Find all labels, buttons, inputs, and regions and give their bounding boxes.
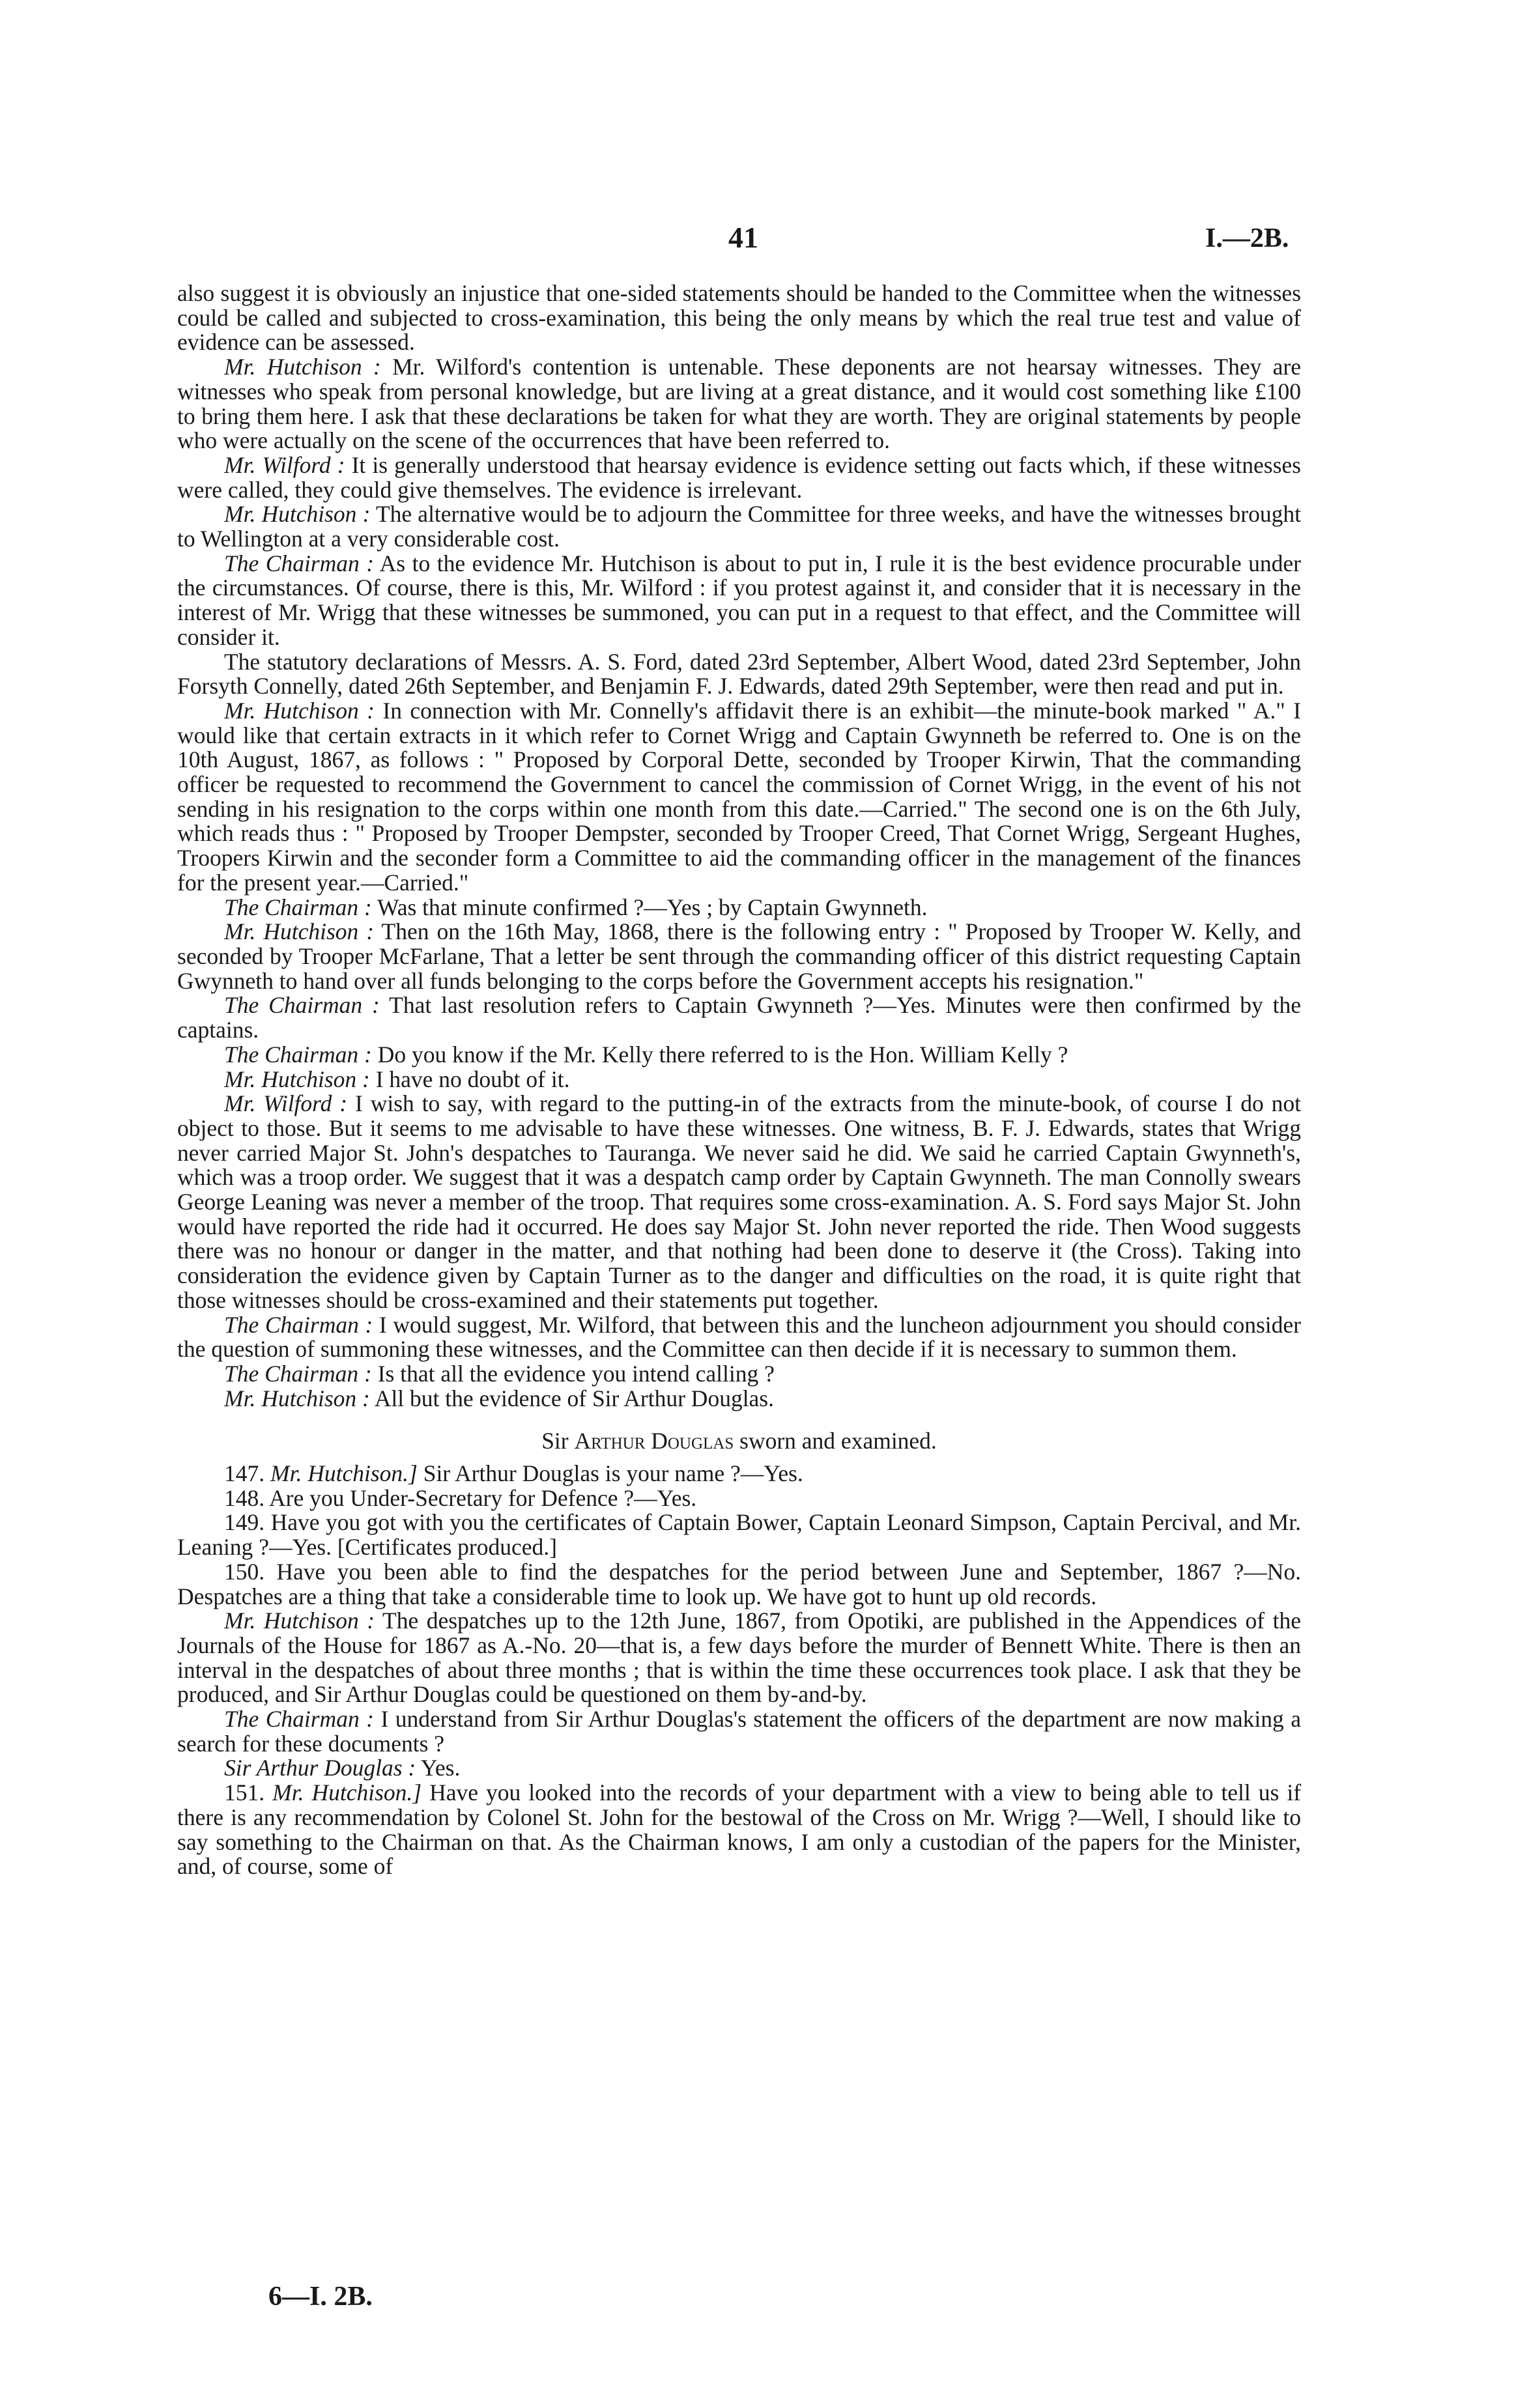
- question: 148. Are you Under-Secretary for Defence ?—Yes.: [224, 1484, 697, 1511]
- paragraph: The statutory declarations of Messrs. A. S. Ford, dated 23rd September, Albert Wood, dated 23rd September, John Forsyth Connelly, dated 26th September, and Benjamin F. J. Edwards, dated 29th September, were then read and put in.: [177, 648, 1301, 700]
- paragraph: The Chairman : That last resolution refers to Captain Gwynneth ?—Yes. Minutes were then confirmed by the captains.: [177, 992, 1301, 1043]
- speaker: Mr. Hutchison :: [224, 354, 381, 380]
- paragraph: Sir Arthur Douglas : Yes.: [224, 1755, 461, 1781]
- page-number: 41: [728, 221, 758, 254]
- speaker: Mr. Hutchison :: [224, 1066, 370, 1092]
- speaker: Mr. Wilford :: [224, 1090, 348, 1117]
- paragraph: Mr. Hutchison : I have no doubt of it.: [224, 1066, 570, 1092]
- speaker: Mr. Hutchison :: [224, 1608, 375, 1634]
- paper-reference: I.—2B.: [1205, 223, 1289, 253]
- paragraph: Mr. Hutchison : The despatches up to the 12th June, 1867, from Opotiki, are published in the Appendices of the Journals of the House for 1867 as A.-No. 20—that is, a few days before the murder of Bennett White. There is then an interval in the despatches of about three months ; that is within the time these occurrences took place. I ask that they be produced, and Sir Arthur Douglas could be questioned on them by-and-by.: [177, 1608, 1301, 1708]
- speaker: The Chairman :: [224, 1706, 374, 1733]
- paragraph: The Chairman : I understand from Sir Arthur Douglas's statement the officers of the department are now making a search for these documents ?: [177, 1706, 1301, 1757]
- paragraph: Mr. Hutchison : In connection with Mr. Connelly's affidavit there is an exhibit—the minute-book marked " A." I would like that certain extracts in it which refer to Cornet Wrigg and Captain Gwynneth be referred to. One is on the 10th August, 1867, as follows : " Proposed by Corporal Dette, seconded by Trooper Kirwin, That the commanding officer be requested to recommend the Government to cancel the commission of Cornet Wrigg, in the event of his not sending in his resignation to the corps within one month from this date.—Carried." The second one is on the 6th July, which reads thus : " Proposed by Trooper Dempster, seconded by Trooper Creed, That Cornet Wrigg, Sergeant Hughes, Troopers Kirwin and the seconder form a Committee to aid the commanding officer in the management of the finances for the present year.—Carried.": [177, 697, 1301, 896]
- paragraph: The Chairman : Was that minute confirmed ?—Yes ; by Captain Gwynneth.: [224, 894, 928, 920]
- speaker: Mr. Hutchison :: [224, 918, 375, 945]
- speaker: The Chairman :: [224, 992, 380, 1019]
- page-header: [0, 220, 1516, 259]
- question: 147. Mr. Hutchison.] Sir Arthur Douglas is your name ?—Yes.: [224, 1460, 803, 1487]
- paragraph: The Chairman : Is that all the evidence you intend calling ?: [224, 1360, 775, 1387]
- paragraph: Mr. Hutchison : Then on the 16th May, 1868, there is the following entry : " Proposed by Trooper W. Kelly, and seconded by Trooper McFarlane, That a letter be sent through the commanding officer of this district requesting Captain Gwynneth to hand over all funds belonging to the corps before the Government accepts his resignation.": [177, 918, 1301, 994]
- paragraph: Mr. Wilford : I wish to say, with regard to the putting-in of the extracts from the minute-book, of course I do not object to those. But it seems to me advisable to have these witnesses. One witness, B. F. J. Edwards, states that Wrigg never carried Major St. John's despatches to Tauranga. We never said he did. We said he carried Captain Gwynneth's, which was a troop order. We suggest that it was a despatch camp order by Captain Gwynneth. The man Connolly swears George Leaning was never a member of the troop. That requires some cross-examination. A. S. Ford says Major St. John would have reported the ride had it occurred. He does say Major St. John never reported the ride. Then Wood suggests there was no honour or danger in the matter, and that nothing had been done to deserve it (the Cross). Taking into consideration the evidence given by Captain Turner as to the danger and difficulties on the road, it is quite right that those witnesses should be cross-examined and their statements put together.: [177, 1090, 1301, 1313]
- paragraph: The Chairman : I would suggest, Mr. Wilford, that between this and the luncheon adjournment you should consider the question of summoning these witnesses, and the Committee can then decide if it is necessary to summon them.: [177, 1311, 1301, 1363]
- witness-name: Arthur Douglas: [574, 1428, 734, 1454]
- paragraph: Mr. Hutchison : Mr. Wilford's contention is untenable. These deponents are not hearsay witnesses. They are witnesses who speak from personal knowledge, but are living at a great distance, and it would cost something like £100 to bring them here. I ask that these declarations be taken for what they are worth. They are original statements by people who were actually on the scene of the occurrences that have been referred to.: [177, 354, 1301, 454]
- paragraph: also suggest it is obviously an injustice that one-sided statements should be handed to the Committee when the witnesses could be called and subjected to cross-examination, this being the only means by which the real true test and value of evidence can be assessed.: [177, 280, 1301, 356]
- question: 149. Have you got with you the certificates of Captain Bower, Captain Leonard Simpson, Captain Percival, and Mr. Leaning ?—Yes. [Certificates produced.]: [177, 1509, 1301, 1561]
- question: 151. Mr. Hutchison.] Have you looked into the records of your department with a view to being able to tell us if there is any recommendation by Colonel St. John for the bestowal of the Cross on Mr. Wrigg ?—Well, I should like to say something to the Chairman on that. As the Chairman knows, I am only a custodian of the papers for the Minister, and, of course, some of: [177, 1779, 1302, 1880]
- question: 150. Have you been able to find the despatches for the period between June and September, 1867 ?—No. Despatches are a thing that take a considerable time to look up. We have got to hunt up old records.: [177, 1558, 1301, 1609]
- speaker: Mr. Hutchison :: [224, 697, 375, 724]
- speaker: The Chairman :: [224, 1360, 372, 1387]
- speaker: Mr. Wilford :: [224, 451, 345, 478]
- speaker: The Chairman :: [224, 1041, 372, 1068]
- page-body: [177, 281, 1301, 1879]
- witness-heading: Sir Arthur Douglas sworn and examined.: [541, 1428, 937, 1454]
- speaker: The Chairman :: [224, 550, 375, 576]
- paragraph: The Chairman : Do you know if the Mr. Kelly there referred to is the Hon. William Kelly ?: [224, 1041, 1068, 1068]
- speaker: Mr. Hutchison.]: [270, 1460, 418, 1487]
- paragraph: The Chairman : As to the evidence Mr. Hutchison is about to put in, I rule it is the best evidence procurable under the circumstances. Of course, there is this, Mr. Wilford : if you protest against it, and consider that it is necessary in the interest of Mr. Wrigg that these witnesses be summoned, you can put in a request to that effect, and the Committee will consider it.: [177, 550, 1301, 650]
- paragraph: Mr. Hutchison : All but the evidence of Sir Arthur Douglas.: [224, 1385, 775, 1411]
- speaker: The Chairman :: [224, 894, 372, 920]
- speaker: Mr. Hutchison :: [224, 1385, 370, 1411]
- paragraph: Mr. Hutchison : The alternative would be to adjourn the Committee for three weeks, and have the witnesses brought to Wellington at a very considerable cost.: [177, 501, 1301, 552]
- speaker: Mr. Hutchison :: [224, 501, 371, 528]
- paragraph: Mr. Wilford : It is generally understood that hearsay evidence is evidence setting out facts which, if these witnesses were called, they could give themselves. The evidence is irrelevant.: [177, 451, 1301, 503]
- printer-signature: 6—I. 2B.: [268, 2282, 373, 2312]
- speaker: Sir Arthur Douglas :: [224, 1755, 416, 1781]
- speaker: The Chairman :: [224, 1311, 373, 1338]
- speaker: Mr. Hutchison.]: [272, 1779, 422, 1806]
